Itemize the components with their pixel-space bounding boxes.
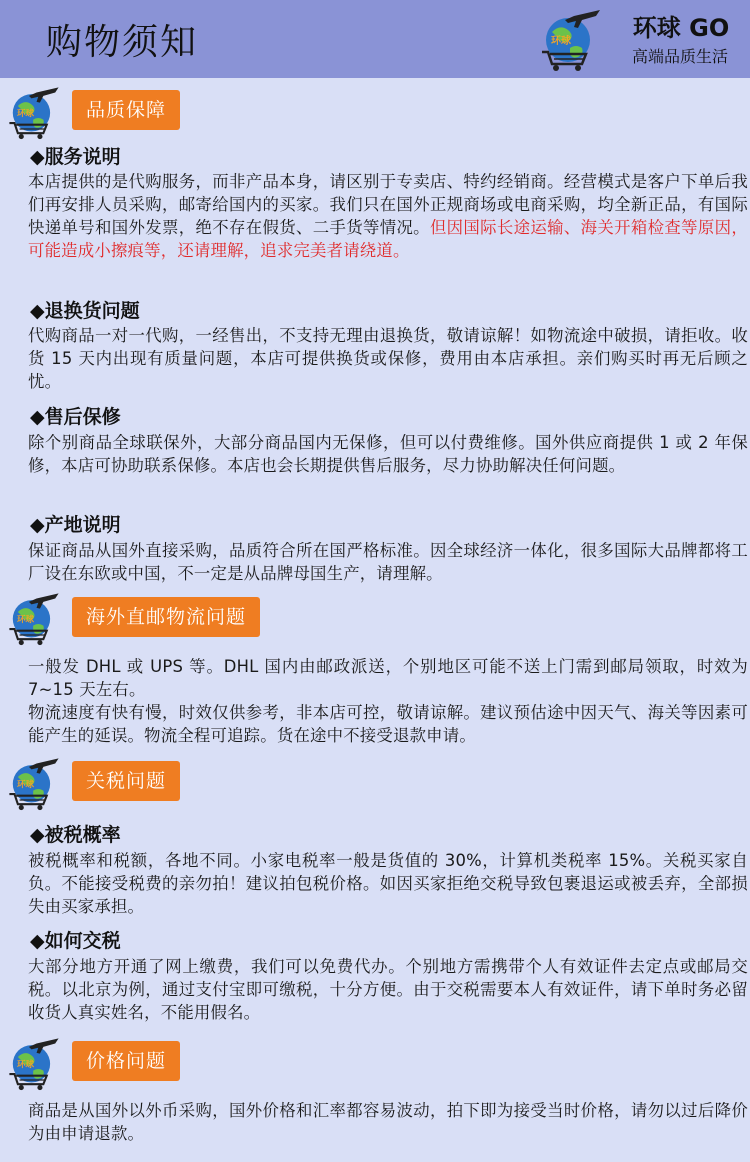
paragraph-shipping-1: 一般发 DHL 或 UPS 等。DHL 国内由邮政派送，个别地区可能不送上门需到邮局领取，时效为 7~15 天左右。 [28,657,748,699]
paragraph-origin: 保证商品从国外直接采购，品质符合所在国严格标准。因全球经济一体化，很多国际大品牌都将工厂设在东欧或中国，不一定是从品牌母国生产，请理解。 [28,541,748,583]
globe-cart-logo-icon [6,84,62,140]
globe-cart-logo-icon [538,6,604,72]
page-header [0,0,750,78]
service-warning-text: 但因国际长途运输、海关开箱检查等原因，可能造成小擦痕等，还请理解，追求完美者请绕道。 [28,218,748,260]
paragraph-shipping-2: 物流速度有快有慢，时效仅供参考，非本店可控，敬请谅解。建议预估途中因天气、海关等因素可能产生的延误。物流全程可追踪。货在途中不接受退款申请。 [28,703,748,745]
service-text: 本店提供的是代购服务，而非产品本身，请区别于专卖店、特约经销商。经营模式是客户下单后我们再安排人员采购，邮寄给国内的买家。我们只在国外正规商场或电商采购，均全新正品，有国际快递单号和国外发票，绝不存在假货、二手货等情况。 [28,172,748,237]
paragraph-returns: 代购商品一对一代购，一经售出，不支持无理由退换货，敬请谅解！如物流途中破损，请拒收。收货 15 天内出现有质量问题，本店可提供换货或保修，费用由本店承担。亲们购买时再无后顾之忧。 [28,326,748,391]
brand-name: 环球 GO [632,14,730,42]
paragraph-price: 商品是从国外以外币采购，国外价格和汇率都容易波动，拍下即为接受当时价格，请勿以过后降价为由申请退款。 [28,1101,748,1143]
paragraph-how-to-pay-tax: 大部分地方开通了网上缴费，我们可以免费代办。个别地方需携带个人有效证件去定点或邮局交税。以北京为例，通过支付宝即可缴税，十分方便。由于交税需要本人有效证件，请下单时务必留收货人真实姓名，不能用假名。 [28,957,748,1022]
subheading-returns: ◆退换货问题 [30,300,140,322]
paragraph-service [28,170,748,262]
section-tag-shipping: 海外直邮物流问题 [72,597,260,637]
globe-cart-logo-icon [6,1035,62,1091]
subheading-tax-probability: ◆被税概率 [30,824,121,846]
globe-cart-logo-icon [6,590,62,646]
section-tag-price: 价格问题 [72,1041,180,1081]
paragraph-warranty: 除个别商品全球联保外，大部分商品国内无保修，但可以付费维修。国外供应商提供 1 或 2 年保修，本店可协助联系保修。本店也会长期提供售后服务，尽力协助解决任何问题。 [28,433,748,475]
subheading-origin: ◆产地说明 [30,514,121,536]
paragraph-tax-probability: 被税概率和税额，各地不同。小家电税率一般是货值的 30%，计算机类税率 15%。关税买家自负。不能接受税费的亲勿拍！建议拍包税价格。如因买家拒绝交税导致包裹退运或被丢弃，全部损失由买家承担。 [28,851,748,916]
subheading-how-to-pay-tax: ◆如何交税 [30,930,121,952]
brand-slogan: 高端品质生活 [631,47,728,66]
globe-cart-logo-icon [6,755,62,811]
section-tag-quality: 品质保障 [72,90,180,130]
subheading-service: ◆服务说明 [30,146,121,168]
section-tag-tax: 关税问题 [72,761,180,801]
page-title: 购物须知 [46,22,199,63]
subheading-warranty: ◆售后保修 [30,406,121,428]
